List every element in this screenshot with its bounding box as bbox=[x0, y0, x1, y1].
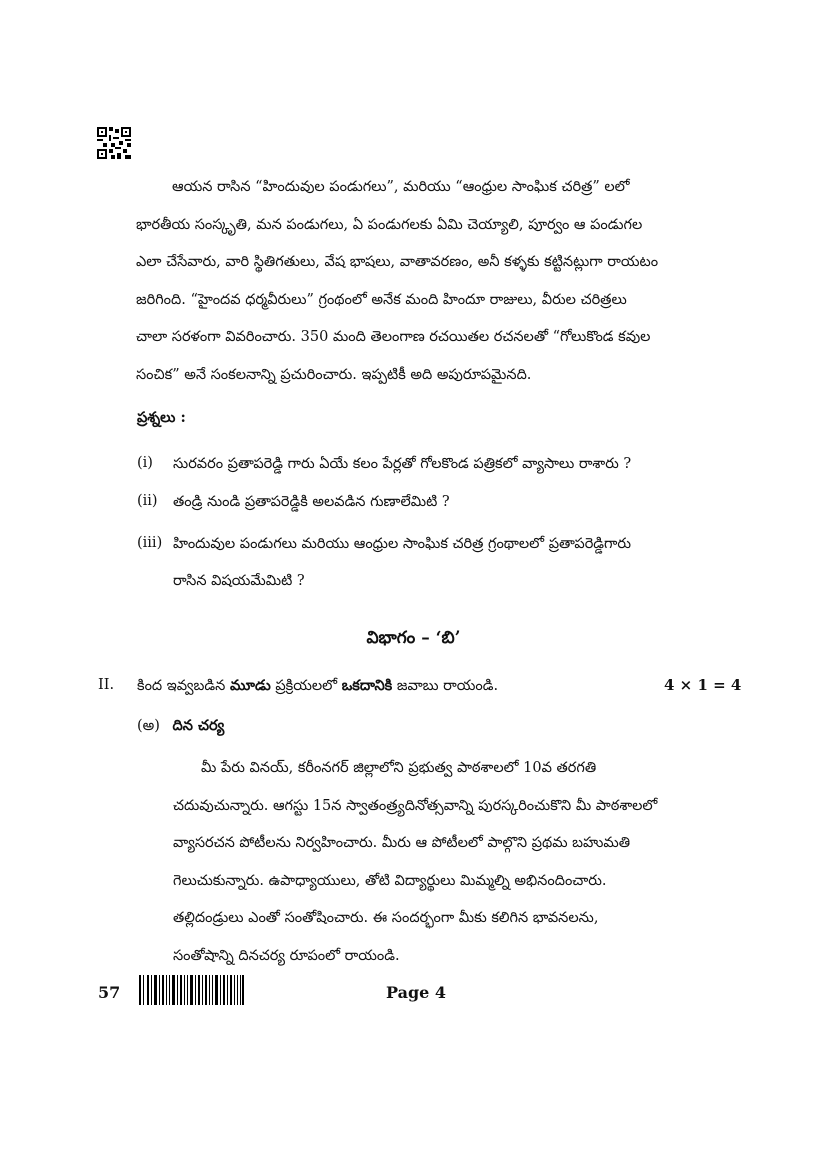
sub-question-title: దిన చర్య bbox=[172, 717, 225, 734]
question-number: II. bbox=[98, 677, 115, 693]
passage bbox=[136, 169, 696, 394]
sub-question-body bbox=[173, 750, 694, 975]
instruction-text: ప్రక్రియలలో bbox=[270, 678, 342, 694]
body-line: వ్యాసరచన పోటీలను నిర్వహించారు. మీరు ఆ పోటీలలో పాల్గొని ప్రథమ బహుమతి bbox=[173, 835, 631, 851]
sub-question-label: (అ) bbox=[137, 718, 160, 734]
question-number: (i) bbox=[137, 455, 153, 471]
body-line: మీ పేరు వినయ్, కరీంనగర్ జిల్లాలోని ప్రభుత్వ పాఠశాలలో 10వ తరగతి bbox=[201, 760, 597, 776]
question-text-continued: రాసిన విషయమేమిటి ? bbox=[173, 573, 305, 589]
sub-question-heading bbox=[137, 717, 224, 738]
section-title: విభాగం – ‘బి’ bbox=[366, 628, 461, 648]
instruction-emphasis: మూడు bbox=[229, 677, 271, 694]
body-line: సంతోషాన్ని దినచర్య రూపంలో రాయండి. bbox=[173, 947, 400, 964]
question-text: సురవరం ప్రతాపరెడ్డి గారు ఏయే కలం పేర్లతో గోలకొండ పత్రికలో వ్యాసాలు రాశారు ? bbox=[173, 456, 632, 472]
passage-line: ఆయన రాసిన “హిందువుల పండుగలు”, మరియు “ఆంధ్రుల సాంఘిక చరిత్ర” లలో bbox=[172, 179, 630, 195]
passage-line: సంచిక” అనే సంకలనాన్ని ప్రచురించారు. ఇప్పటికీ అది అపురూపమైనది. bbox=[136, 366, 532, 383]
body-line: గెలుచుకున్నారు. ఉపాధ్యాయులు, తోటి విద్యార్థులు మిమ్మల్ని అభినందించారు. bbox=[173, 872, 607, 889]
question-instruction bbox=[137, 677, 498, 698]
passage-line: చాలా సరళంగా వివరించారు. 350 మంది తెలంగాణ రచయితల రచనలతో “గోలుకొండ కవుల bbox=[136, 329, 651, 345]
question-number: (iii) bbox=[137, 535, 163, 551]
question-text: తండ్రి నుండి ప్రతాపరెడ్డికి అలవడిన గుణాలేమిటి ? bbox=[173, 494, 450, 510]
marks-allocation: 4 × 1 = 4 bbox=[664, 676, 742, 694]
questions-heading: ప్రశ్నలు : bbox=[137, 409, 186, 426]
instruction-text: కింద ఇవ్వబడిన bbox=[137, 678, 230, 694]
paper-code: 57 bbox=[98, 983, 121, 1002]
question-number: (ii) bbox=[137, 493, 158, 509]
body-line: తల్లిదండ్రులు ఎంతో సంతోషించారు. ఈ సందర్భంగా మీకు కలిగిన భావనలను, bbox=[173, 910, 599, 926]
passage-line: ఎలా చేసేవారు, వారి స్థితిగతులు, వేష భాషలు, వాతావరణం, అనీ కళ్ళకు కట్టినట్లుగా రాయటం bbox=[136, 254, 659, 270]
instruction-emphasis: ఒకదానికి bbox=[341, 677, 393, 694]
passage-line: భారతీయ సంస్కృతి, మన పండుగలు, ఏ పండుగలకు ఏమి చెయ్యాలి, పూర్వం ఆ పండుగల bbox=[136, 216, 643, 233]
page-number: Page 4 bbox=[386, 983, 447, 1002]
qr-code-icon bbox=[97, 127, 131, 159]
passage-line: జరిగింది. “హైందవ ధర్మవీరులు” గ్రంథంలో అనేక మంది హిందూ రాజులు, వీరుల చరిత్రలు bbox=[136, 291, 627, 308]
instruction-text: జవాబు రాయండి. bbox=[392, 678, 499, 694]
body-line: చదువుచున్నారు. ఆగస్టు 15న స్వాతంత్ర్యదినోత్సవాన్ని పురస్కరించుకొని మీ పాఠశాలలో bbox=[173, 797, 658, 814]
question-text: హిందువుల పండుగలు మరియు ఆంధ్రుల సాంఘిక చరిత్ర గ్రంథాలలో ప్రతాపరెడ్డిగారు bbox=[173, 536, 632, 552]
barcode-icon bbox=[139, 975, 244, 1005]
